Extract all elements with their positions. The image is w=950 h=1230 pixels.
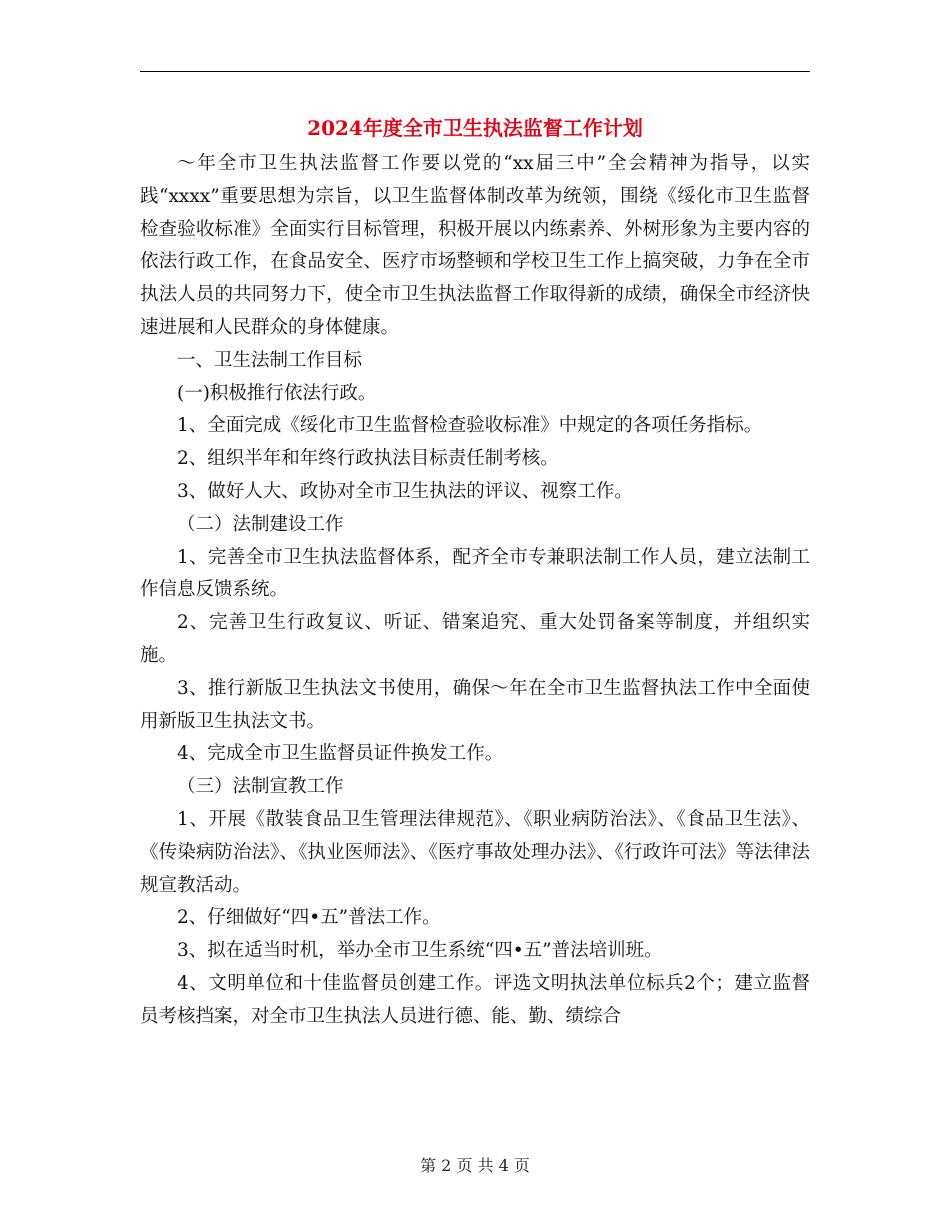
subsection-heading: （二）法制建设工作: [177, 513, 344, 535]
intro-paragraph: ～年全市卫生执法监督工作要以党的“xx届三中”全会精神为指导，以实践“xxxx”重要思想为宗旨，以卫生监督体制改革为统领，围绕《绥化市卫生监督检查验收标准》全面实行目标管理，积极开展以内练素养、外树形象为主要内容的依法行政工作，在食品安全、医疗市场整顿和学校卫生工作上搞突破，力争在全市执法人员的共同努力下，使全市卫生执法监督工作取得新的成绩，确保全市经济快速进展和人民群众的身体健康。: [140, 153, 810, 338]
document-title: 2024年度全市卫生执法监督工作计划: [307, 116, 643, 140]
list-item: 2、仔细做好“四•五”普法工作。: [177, 907, 441, 929]
list-item: 4、文明单位和十佳监督员创建工作。评选文明执法单位标兵2个；建立监督员考核挡案，对全市卫生执法人员进行德、能、勤、绩综合: [140, 972, 810, 1027]
list-item: 1、开展《散装食品卫生管理法律规范》、《职业病防治法》、《食品卫生法》、《传染病防治法》、《执业医师法》、《医疗事故处理办法》、《行政许可法》等法律法规宣教活动。: [140, 808, 810, 896]
header-rule: [140, 71, 810, 72]
list-item: 1、完善全市卫生执法监督体系，配齐全市专兼职法制工作人员，建立法制工作信息反馈系统。: [140, 546, 810, 601]
list-item: 2、组织半年和年终行政执法目标责任制考核。: [177, 448, 559, 470]
document-body: [140, 148, 810, 1034]
list-item: 4、完成全市卫生监督员证件换发工作。: [177, 743, 504, 765]
list-item: 3、做好人大、政协对全市卫生执法的评议、视察工作。: [177, 480, 633, 502]
list-item: 1、全面完成《绥化市卫生监督检查验收标准》中规定的各项任务指标。: [177, 415, 763, 437]
list-item: 3、拟在适当时机，举办全市卫生系统“四•五”普法培训班。: [177, 940, 663, 962]
list-item: 2、完善卫生行政复议、听证、错案追究、重大处罚备案等制度，并组织实施。: [140, 612, 810, 666]
list-item: 3、推行新版卫生执法文书使用，确保～年在全市卫生监督执法工作中全面使用新版卫生执法文书。: [140, 677, 810, 732]
section-heading: 一、卫生法制工作目标: [177, 349, 363, 371]
subsection-heading: （三）法制宣教工作: [177, 776, 344, 798]
page-footer: 第 2 页 共 4 页: [420, 1156, 530, 1175]
subsection-heading: (一)积极推行依法行政。: [177, 382, 377, 404]
